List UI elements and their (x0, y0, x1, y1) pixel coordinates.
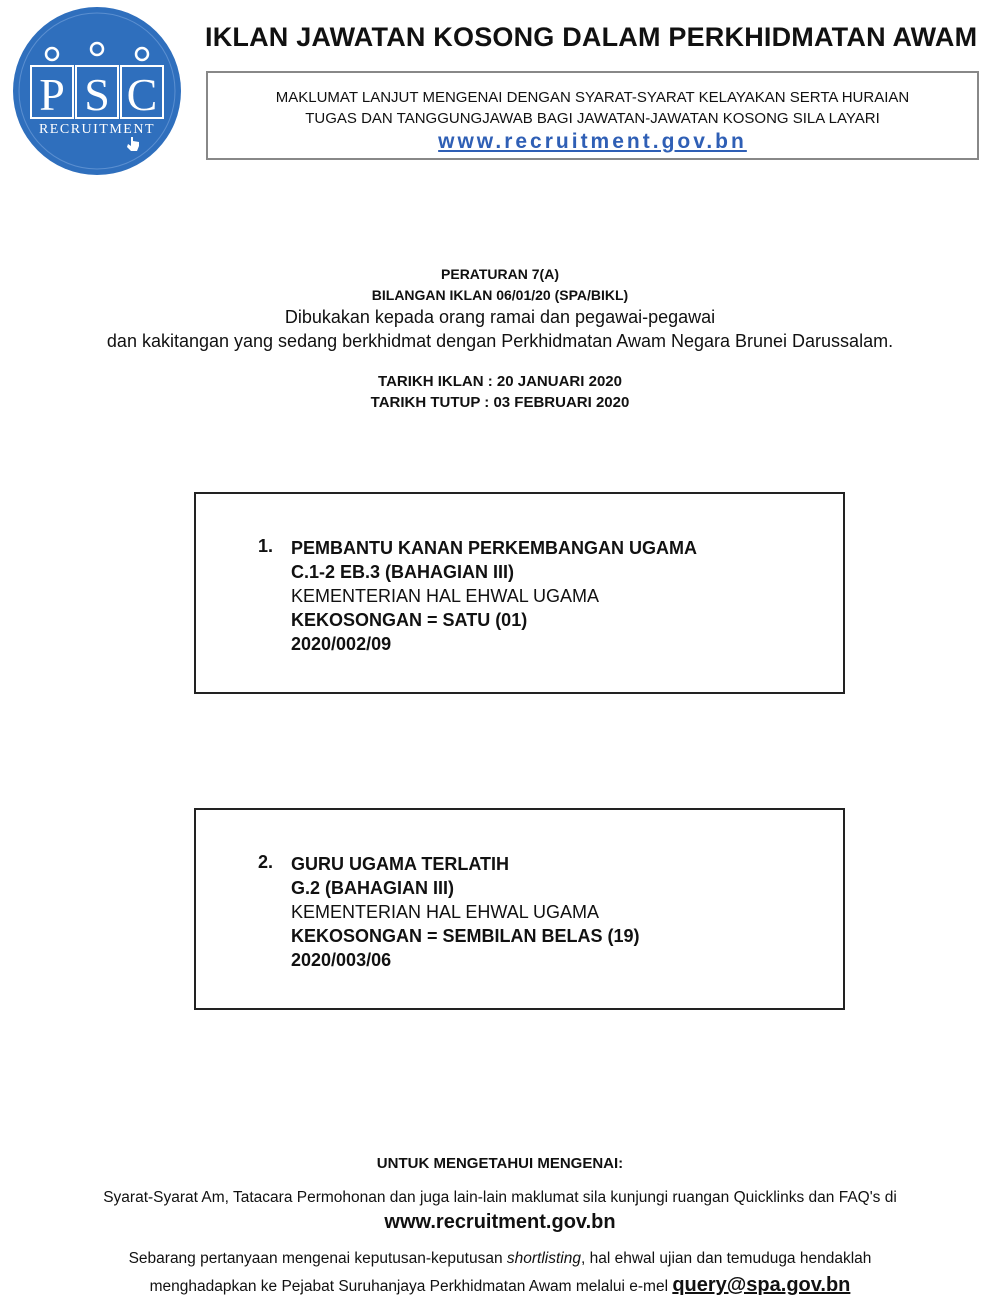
ad-number: BILANGAN IKLAN 06/01/20 (SPA/BIKL) (371, 287, 629, 303)
footer-query-text: Sebarang pertanyaan mengenai keputusan-keputusan (128, 1250, 507, 1267)
contact-email-link[interactable]: query@spa.gov.bn (672, 1274, 851, 1296)
regulation-heading: PERATURAN 7(A) (441, 266, 559, 282)
logo-letter: S (84, 69, 110, 120)
logo-emblem-icon (12, 6, 182, 176)
footer-website-link[interactable]: www.recruitment.gov.bn (384, 1211, 616, 1233)
open-to-line-1: Dibukakan kepada orang ramai dan pegawai-pegawai (284, 307, 716, 327)
info-line-2: TUGAS DAN TANGGUNGJAWAB BAGI JAWATAN-JAWATAN KOSONG SILA LAYARI (305, 110, 880, 127)
recruitment-website-link[interactable]: www.recruitment.gov.bn (438, 130, 747, 153)
footer-query-text: menghadapkan ke Pejabat Suruhanjaya Perkhidmatan Awam melalui e-mel (149, 1278, 673, 1295)
open-to-line-2: dan kakitangan yang sedang berkhidmat dengan Perkhidmatan Awam Negara Brunei Darussalam. (106, 331, 894, 351)
logo-caption: RECRUITMENT (38, 122, 156, 137)
footer-query-line-1 (0, 1250, 1000, 1268)
job-reference: 2020/002/09 (291, 634, 392, 654)
job-vacancy-count: KEKOSONGAN = SEMBILAN BELAS (19) (291, 926, 640, 946)
logo-letter: C (126, 69, 158, 120)
footer-heading: UNTUK MENGETAHUI MENGENAI: (376, 1155, 624, 1172)
info-box (206, 71, 979, 160)
footer-query-text: , hal ehwal ujian dan temuduga hendaklah (580, 1250, 872, 1267)
job-ministry: KEMENTERIAN HAL EHWAL UGAMA (291, 902, 600, 922)
info-line-1: MAKLUMAT LANJUT MENGENAI DENGAN SYARAT-SYARAT KELAYAKAN SERTA HURAIAN (275, 89, 910, 106)
job-vacancy-count: KEKOSONGAN = SATU (01) (291, 610, 528, 630)
page-title: IKLAN JAWATAN KOSONG DALAM PERKHIDMATAN AWAM (205, 22, 978, 52)
job-number: 1. (258, 536, 274, 556)
ad-date: TARIKH IKLAN : 20 JANUARI 2020 (378, 373, 622, 390)
job-vacancy-box (194, 808, 845, 1010)
closing-date: TARIKH TUTUP : 03 FEBRUARI 2020 (370, 394, 630, 411)
job-ministry: KEMENTERIAN HAL EHWAL UGAMA (291, 586, 600, 606)
footer-info-line: Syarat-Syarat Am, Tatacara Permohonan dan juga lain-lain maklumat sila kunjungi ruangan Quicklinks dan FAQ's di (103, 1189, 897, 1206)
job-grade: G.2 (BAHAGIAN III) (291, 878, 455, 898)
job-vacancy-box (194, 492, 845, 694)
job-reference: 2020/003/06 (291, 950, 392, 970)
job-title: GURU UGAMA TERLATIH (291, 854, 509, 874)
job-number: 2. (258, 852, 274, 872)
job-grade: C.1-2 EB.3 (BAHAGIAN III) (291, 562, 515, 582)
job-title: PEMBANTU KANAN PERKEMBANGAN UGAMA (291, 538, 697, 558)
footer-query-line-2 (0, 1274, 1000, 1297)
shortlisting-term: shortlisting (506, 1250, 581, 1267)
logo-letter: P (39, 69, 65, 120)
psc-recruitment-logo (12, 6, 182, 176)
